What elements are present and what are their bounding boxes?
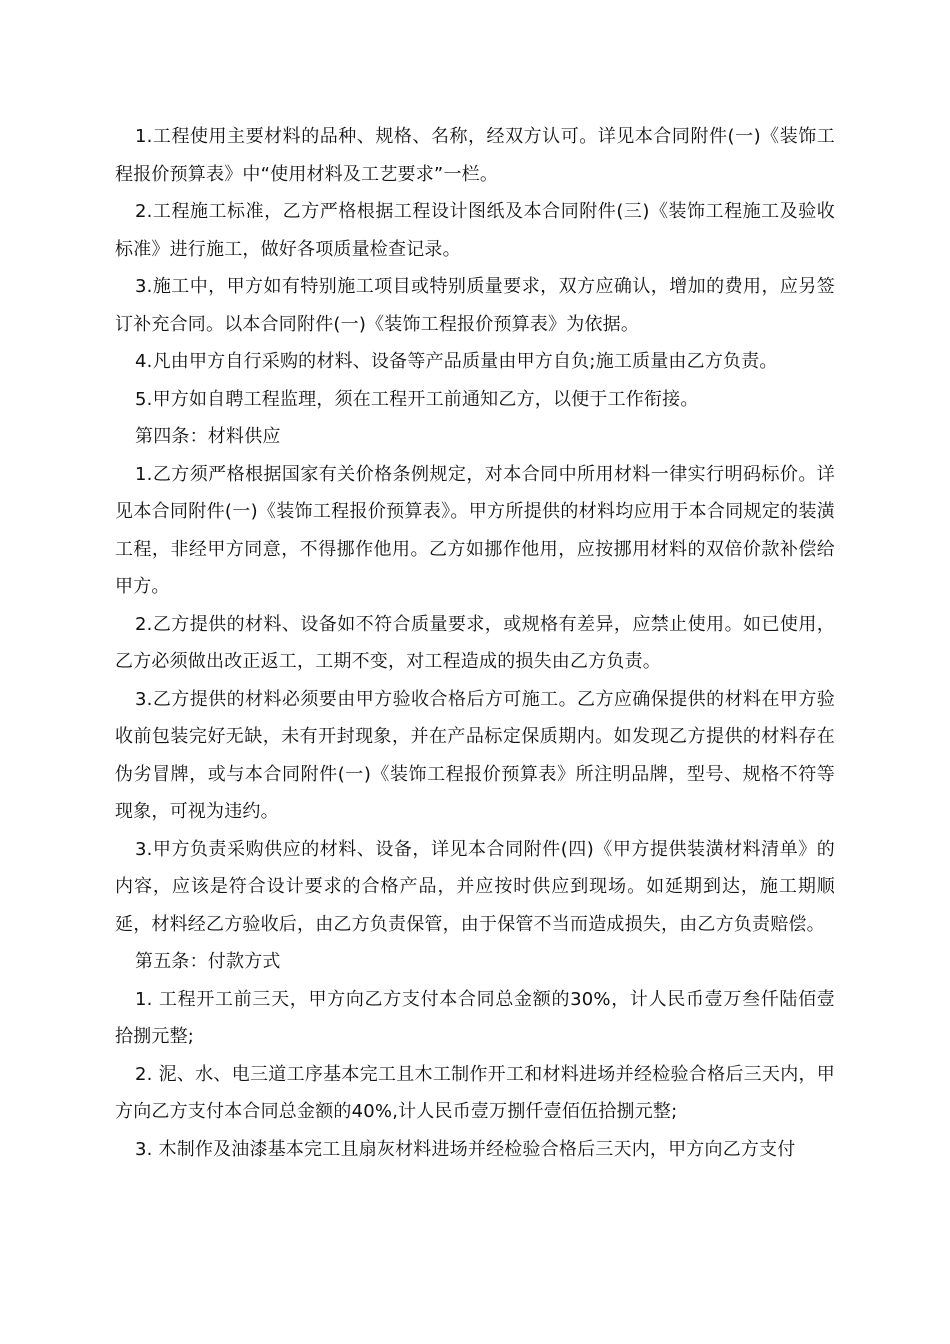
payment-clause-3: 3. 木制作及油漆基本完工且扇灰材料进场并经检验合格后三天内，甲方向乙方支付 xyxy=(135,1138,796,1160)
clause-material-approval: 1.工程使用主要材料的品种、规格、名称，经双方认可。详见本合同附件(一)《装饰工程报价预算表》中“使用材料及工艺要求”一栏。 xyxy=(115,126,835,185)
clause-special-requirements: 3.施工中，甲方如有特别施工项目或特别质量要求，双方应确认，增加的费用，应另签订补充合同。以本合同附件(一)《装饰工程报价预算表》为依据。 xyxy=(115,276,835,335)
article-4-clause-1: 1.乙方须严格根据国家有关价格条例规定，对本合同中所用材料一律实行明码标价。详见本合同附件(一)《装饰工程报价预算表》。甲方所提供的材料均应用于本合同规定的装潢工程，非经甲方同意，不得挪作他用。乙方如挪作他用，应按挪用材料的双倍价款补偿给甲方。 xyxy=(115,463,835,597)
article-5-heading: 第五条：付款方式 xyxy=(135,951,281,972)
article-4-clause-3a: 3.乙方提供的材料必须要由甲方验收合格后方可施工。乙方应确保提供的材料在甲方验收前包装完好无缺，未有开封现象，并在产品标定保质期内。如发现乙方提供的材料存在伪劣冒牌，或与本合同附件(一)《装饰工程报价预算表》所注明品牌，型号、规格不符等现象，可视为违约。 xyxy=(115,688,835,822)
payment-clause-1: 1. 工程开工前三天，甲方向乙方支付本合同总金额的30%，计人民币壹万叁仟陆佰壹拾捌元整; xyxy=(115,988,835,1047)
clause-quality-responsibility: 4.凡由甲方自行采购的材料、设备等产品质量由甲方自负;施工质量由乙方负责。 xyxy=(135,351,778,372)
article-4-clause-3b: 3.甲方负责采购供应的材料、设备，详见本合同附件(四)《甲方提供装潢材料清单》的内容，应该是符合设计要求的合格产品，并应按时供应到现场。如延期到达，施工期顺延，材料经乙方验收后，由乙方负责保管，由于保管不当而造成损失，由乙方负责赔偿。 xyxy=(115,838,835,935)
clause-construction-standard: 2.工程施工标准，乙方严格根据工程设计图纸及本合同附件(三)《装饰工程施工及验收标准》进行施工，做好各项质量检查记录。 xyxy=(115,201,835,260)
payment-clause-2: 2. 泥、水、电三道工序基本完工且木工制作开工和材料进场并经检验合格后三天内，甲方向乙方支付本合同总金额的40%,计人民币壹万捌仟壹佰伍拾捌元整; xyxy=(115,1063,835,1122)
clause-supervision-notice: 5.甲方如自聘工程监理，须在工程开工前通知乙方，以便于工作衔接。 xyxy=(135,388,699,410)
article-4-heading: 第四条：材料供应 xyxy=(135,426,281,447)
article-4-clause-2: 2.乙方提供的材料、设备如不符合质量要求，或规格有差异，应禁止使用。如已使用，乙方必须做出改正返工，工期不变，对工程造成的损失由乙方负责。 xyxy=(115,613,835,672)
document-body xyxy=(115,118,835,1168)
